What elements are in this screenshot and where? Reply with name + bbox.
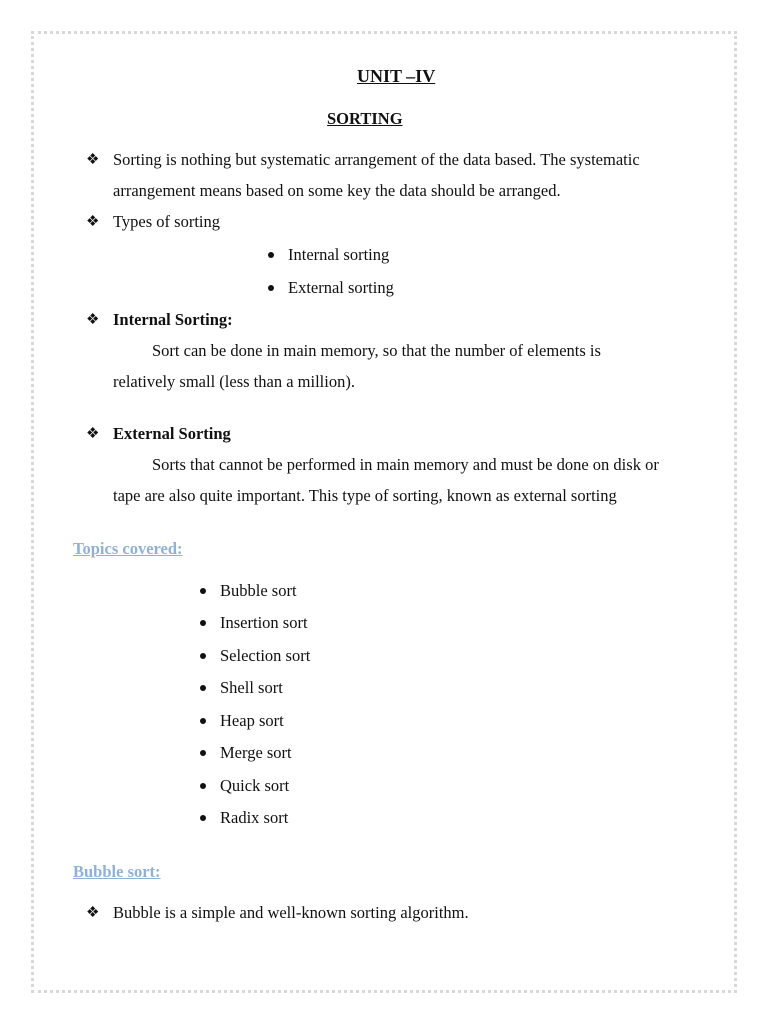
bubble-heading: Bubble sort: xyxy=(73,862,161,881)
topic-item: Bubble sort xyxy=(220,581,297,600)
bubble-line-1: Bubble is a simple and well-known sorting algorithm. xyxy=(113,903,469,922)
page-border xyxy=(31,31,737,993)
dot-bullet-icon xyxy=(268,252,274,258)
topic-item: Radix sort xyxy=(220,808,289,827)
type-item-internal: Internal sorting xyxy=(288,245,390,264)
diamond-bullet-icon: ❖ xyxy=(86,214,100,230)
type-item-external: External sorting xyxy=(288,278,394,297)
section-title: SORTING xyxy=(327,109,403,128)
topic-item: Quick sort xyxy=(220,776,290,795)
dot-bullet-icon xyxy=(200,685,206,691)
internal-line-2: relatively small (less than a million). xyxy=(113,372,355,391)
dot-bullet-icon xyxy=(200,620,206,626)
topic-item: Shell sort xyxy=(220,678,283,697)
topic-item: Merge sort xyxy=(220,743,292,762)
diamond-bullet-icon: ❖ xyxy=(86,905,100,921)
internal-heading: Internal Sorting: xyxy=(113,310,233,329)
external-line-2: tape are also quite important. This type of sorting, known as external sorting xyxy=(113,486,617,505)
dot-bullet-icon xyxy=(200,588,206,594)
dot-bullet-icon xyxy=(200,815,206,821)
external-heading: External Sorting xyxy=(113,424,231,443)
diamond-bullet-icon: ❖ xyxy=(86,152,100,168)
intro-line-2: arrangement means based on some key the data should be arranged. xyxy=(113,181,561,200)
dot-bullet-icon xyxy=(200,750,206,756)
unit-title: UNIT –IV xyxy=(357,66,436,86)
topic-item: Selection sort xyxy=(220,646,311,665)
topics-heading: Topics covered: xyxy=(73,539,183,558)
diamond-bullet-icon: ❖ xyxy=(86,426,100,442)
intro-line-1: Sorting is nothing but systematic arrangement of the data based. The systematic xyxy=(113,150,640,169)
diamond-bullet-icon: ❖ xyxy=(86,312,100,328)
dot-bullet-icon xyxy=(268,285,274,291)
dot-bullet-icon xyxy=(200,653,206,659)
topic-item: Heap sort xyxy=(220,711,284,730)
topic-item: Insertion sort xyxy=(220,613,308,632)
dot-bullet-icon xyxy=(200,718,206,724)
types-label: Types of sorting xyxy=(113,212,221,231)
dot-bullet-icon xyxy=(200,783,206,789)
internal-line-1: Sort can be done in main memory, so that the number of elements is xyxy=(152,341,601,360)
external-line-1: Sorts that cannot be performed in main memory and must be done on disk or xyxy=(152,455,659,474)
